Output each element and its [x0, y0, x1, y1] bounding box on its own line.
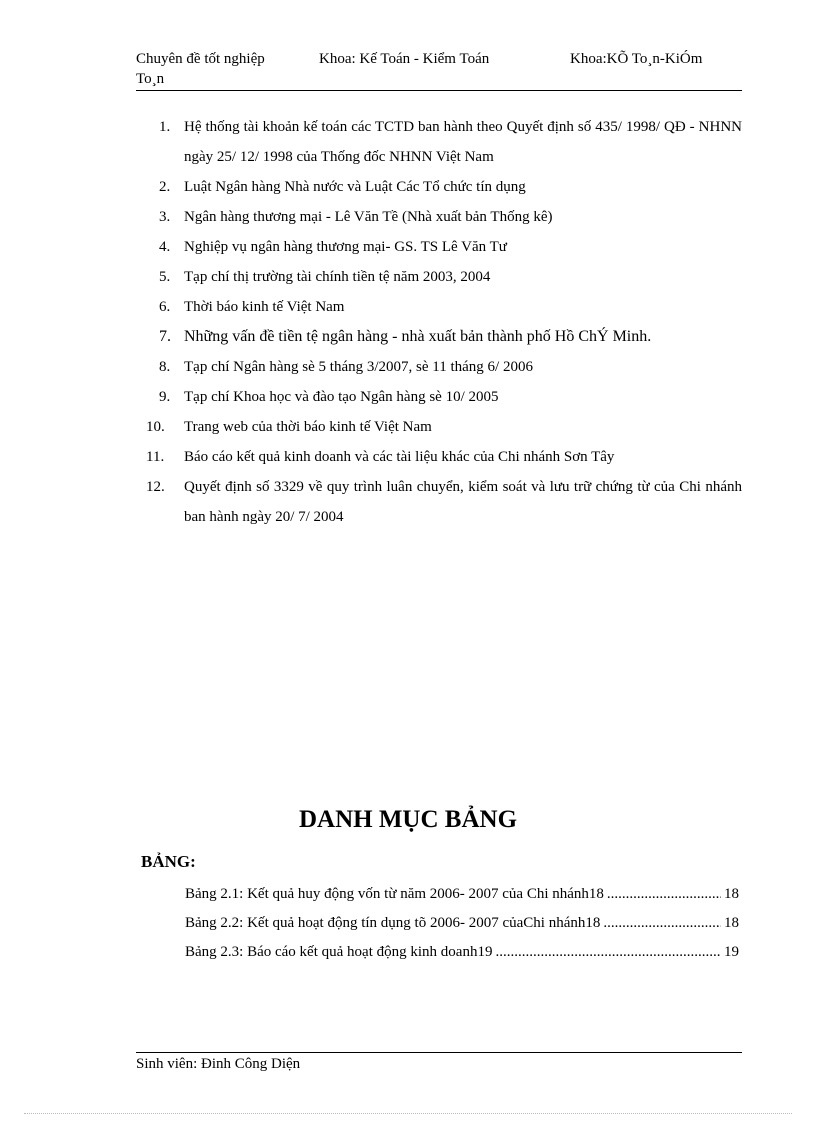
reference-item	[136, 112, 742, 172]
toc-entry[interactable]	[185, 909, 739, 938]
reference-text: Luật Ngân hàng Nhà nước và Luật Các Tổ chức tín dụng	[184, 179, 526, 195]
toc-leader-dots	[603, 909, 721, 938]
header-divider	[136, 90, 742, 91]
reference-number: 5.	[159, 269, 171, 285]
toc-entry[interactable]	[185, 880, 739, 909]
toc-entry[interactable]	[185, 938, 739, 967]
reference-item	[136, 472, 742, 532]
reference-number: 7.	[159, 328, 171, 345]
reference-text: Những vấn đề tiền tệ ngân hàng - nhà xuất bản thành phố Hồ ChÝ Minh.	[184, 328, 652, 345]
toc-leader-dots	[495, 938, 721, 967]
toc-page-number: 19	[724, 944, 739, 960]
reference-text: Hệ thống tài khoản kế toán các TCTD ban hành theo Quyết định số 435/ 1998/ QĐ - NHNN ngày 25/ 12/ 1998 của Thống đốc NHNN Việt Nam	[184, 119, 742, 165]
reference-text: Thời báo kinh tế Việt Nam	[184, 299, 345, 315]
reference-item	[136, 382, 742, 412]
reference-text: Báo cáo kết quả kinh doanh và các tài liệu khác của Chi nhánh Sơn Tây	[184, 449, 615, 465]
reference-list	[136, 112, 742, 532]
header-center: Khoa: Kế Toán - Kiểm Toán	[319, 51, 490, 67]
page-header	[136, 48, 742, 87]
footer-divider	[136, 1052, 742, 1053]
page-footer: Sinh viên: Đinh Công Diện	[136, 1056, 301, 1072]
header-left: Chuyên đề tốt nghiệp	[136, 51, 265, 67]
toc-leader-dots	[607, 880, 721, 909]
toc-page-number: 18	[724, 886, 739, 902]
table-list	[185, 880, 739, 967]
toc-page-number: 18	[724, 915, 739, 931]
header-right: Khoa:KÕ To¸n-KiÓm	[570, 51, 703, 67]
list-title: DANH MỤC BẢNG	[298, 806, 518, 833]
reference-text: Tạp chí Ngân hàng sè 5 tháng 3/2007, sè 11 tháng 6/ 2006	[184, 359, 533, 375]
section-label: BẢNG:	[141, 852, 196, 871]
reference-text: Tạp chí Khoa học và đào tạo Ngân hàng sè 10/ 2005	[184, 389, 499, 405]
reference-number: 6.	[159, 299, 171, 315]
reference-text: Ngân hàng thương mại - Lê Văn Tề (Nhà xuất bản Thống kê)	[184, 209, 553, 225]
reference-item	[136, 352, 742, 382]
toc-entry-label: Bảng 2.3: Báo cáo kết quả hoạt động kinh doanh19	[185, 944, 493, 960]
reference-number: 8.	[159, 359, 171, 375]
reference-item	[136, 442, 742, 472]
reference-item	[136, 262, 742, 292]
reference-item	[136, 412, 742, 442]
reference-number: 9.	[159, 389, 171, 405]
reference-item	[136, 172, 742, 202]
reference-text: Tạp chí thị trường tài chính tiền tệ năm 2003, 2004	[184, 269, 491, 285]
reference-text: Quyết định số 3329 về quy trình luân chuyển, kiểm soát và lưu trữ chứng từ của Chi nhánh ban hành ngày 20/ 7/ 2004	[184, 479, 742, 525]
reference-text: Trang web của thời báo kinh tế Việt Nam	[184, 419, 432, 435]
header-right-continued: To¸n	[136, 71, 165, 87]
reference-number: 12.	[146, 479, 165, 495]
toc-entry-label: Bảng 2.2: Kết quả hoạt động tín dụng tõ 2006- 2007 củaChi nhánh18	[185, 915, 601, 931]
reference-number: 10.	[146, 419, 165, 435]
reference-number: 11.	[146, 449, 165, 465]
reference-item	[136, 322, 742, 352]
reference-item	[136, 232, 742, 262]
reference-item	[136, 292, 742, 322]
reference-text: Nghiệp vụ ngân hàng thương mại- GS. TS Lê Văn Tư	[184, 239, 507, 255]
reference-number: 1.	[159, 119, 171, 135]
toc-entry-label: Bảng 2.1: Kết quả huy động vốn từ năm 2006- 2007 của Chi nhánh18	[185, 886, 604, 902]
page-bottom-border	[24, 1113, 792, 1114]
reference-number: 3.	[159, 209, 171, 225]
reference-item	[136, 202, 742, 232]
reference-number: 4.	[159, 239, 171, 255]
reference-number: 2.	[159, 179, 171, 195]
